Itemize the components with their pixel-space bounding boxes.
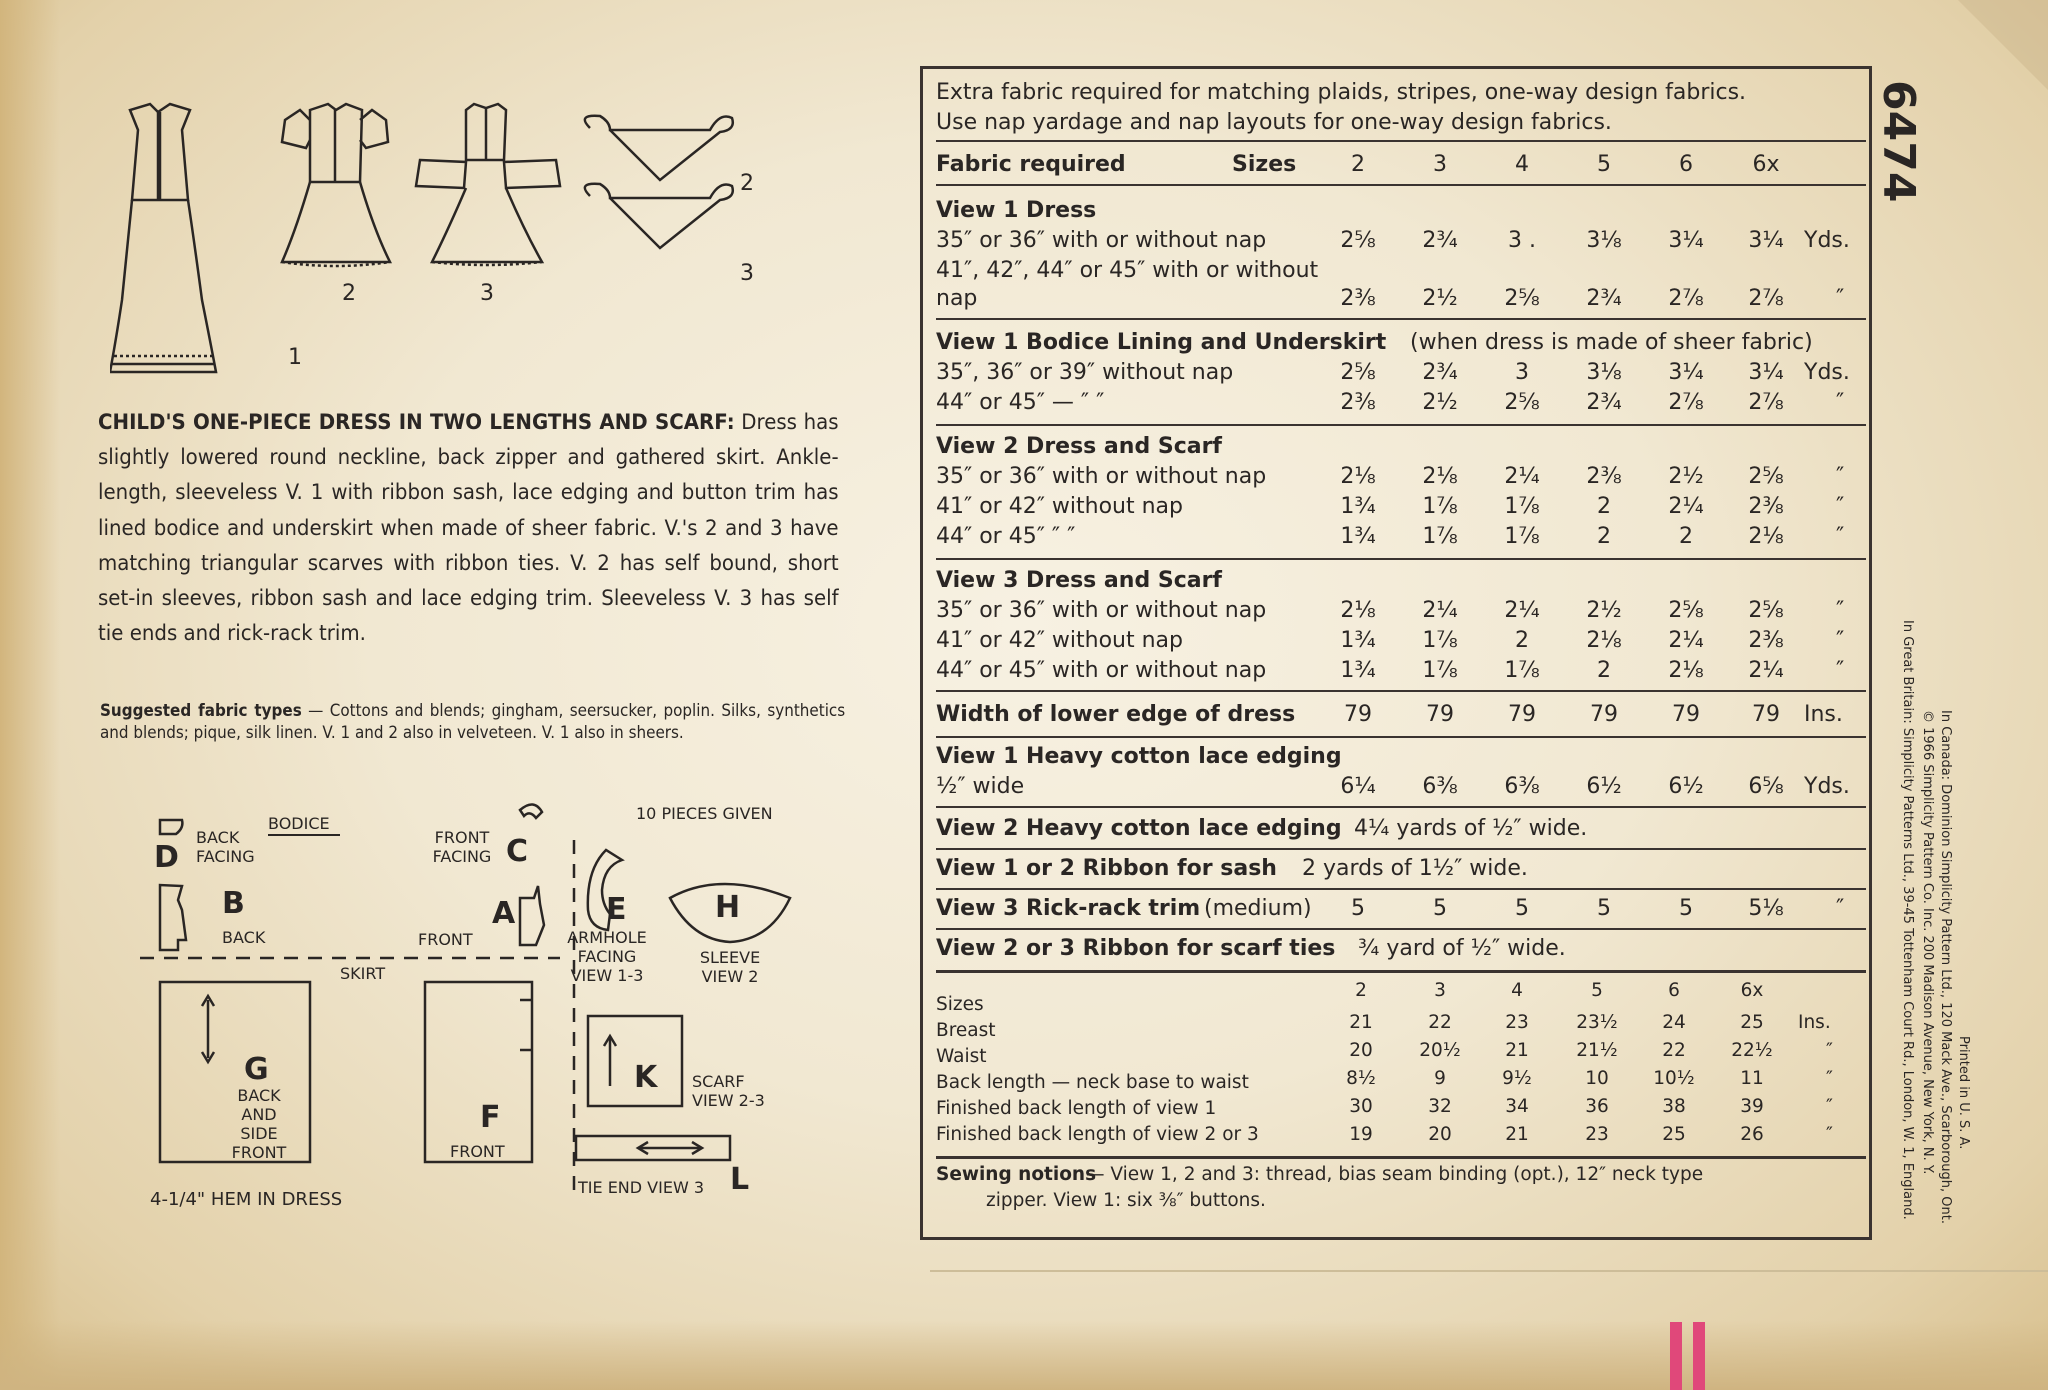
size-col: 5 bbox=[1597, 152, 1611, 177]
cell: 79 bbox=[1752, 702, 1780, 727]
cell: 2⅛ bbox=[1668, 658, 1704, 683]
cell: 2½ bbox=[1422, 390, 1458, 415]
view-label-1: 1 bbox=[288, 345, 302, 370]
piece-h-label: SLEEVE VIEW 2 bbox=[699, 948, 761, 986]
rule bbox=[936, 736, 1866, 738]
row-label: 35″ or 36″ with or without nap bbox=[936, 598, 1267, 623]
cell: 1⅞ bbox=[1422, 658, 1458, 683]
section-title: View 1 Dress bbox=[936, 198, 1097, 223]
section-title: View 2 Heavy cotton lace edging bbox=[936, 816, 1342, 841]
table-row bbox=[936, 524, 1866, 556]
piece-c-label: FRONT FACING bbox=[432, 828, 492, 866]
section-text: 4¼ yards of ½″ wide. bbox=[1354, 816, 1588, 841]
unit: Ins. bbox=[1804, 702, 1843, 727]
ditto: ″ bbox=[1826, 1124, 1833, 1145]
cell: 2⅝ bbox=[1748, 464, 1784, 489]
table-row bbox=[936, 1190, 1866, 1217]
table-row bbox=[936, 856, 1866, 888]
cell: 2⅝ bbox=[1504, 286, 1540, 311]
rule bbox=[936, 184, 1866, 186]
table-row bbox=[936, 434, 1866, 466]
piece-c-shape bbox=[520, 804, 542, 818]
piece-h-letter: H bbox=[715, 890, 741, 925]
view-illustrations bbox=[110, 100, 810, 380]
row-label: 41″, 42″, 44″ or 45″ with or without bbox=[936, 258, 1319, 283]
cell: 3 . bbox=[1508, 228, 1536, 253]
cell: 2 bbox=[1515, 628, 1529, 653]
cell: 9½ bbox=[1502, 1068, 1532, 1089]
cell: 6⅜ bbox=[1504, 774, 1540, 799]
cell: 5 bbox=[1351, 896, 1365, 921]
cell: 21 bbox=[1505, 1040, 1529, 1061]
piece-g-label: BACK AND SIDE FRONT bbox=[231, 1086, 287, 1162]
cell: 20 bbox=[1349, 1040, 1373, 1061]
cell: 32 bbox=[1428, 1096, 1452, 1117]
notions-text: — View 1, 2 and 3: thread, bias seam binding (opt.), 12″ neck type bbox=[1086, 1164, 1704, 1185]
ditto: ″ bbox=[1836, 658, 1845, 683]
table-row bbox=[936, 702, 1866, 734]
piece-d-shape bbox=[160, 820, 182, 834]
table-row bbox=[936, 568, 1866, 600]
row-label: 44″ or 45″ — ″ ″ bbox=[936, 390, 1105, 415]
cell: 3¼ bbox=[1668, 228, 1704, 253]
view-label-3: 3 bbox=[480, 281, 494, 306]
row-label: 44″ or 45″ ″ ″ bbox=[936, 524, 1076, 549]
piece-a-label: FRONT bbox=[418, 930, 473, 949]
cell: 2⅛ bbox=[1586, 628, 1622, 653]
section-title: View 1 or 2 Ribbon for sash bbox=[936, 856, 1277, 881]
copyright-line: In Canada: Dominion Simplicity Pattern Ltd., 120 Mack Ave., Scarborough, Ont. bbox=[1938, 710, 1953, 1224]
cell: 2¾ bbox=[1586, 286, 1622, 311]
hem-note: 4-1/4" HEM IN DRESS bbox=[150, 1189, 343, 1210]
cell: 1⅞ bbox=[1422, 524, 1458, 549]
cell: 79 bbox=[1590, 702, 1618, 727]
table-row bbox=[936, 390, 1866, 422]
cell: 6⅝ bbox=[1748, 774, 1784, 799]
cell: 2¼ bbox=[1422, 598, 1458, 623]
pieces-given: 10 PIECES GIVEN bbox=[636, 804, 773, 823]
copyright-line: In Great Britain: Simplicity Patterns Ltd., 39-45 Tottenham Court Rd., London, W. 1, England. bbox=[1900, 620, 1915, 1220]
unit: Ins. bbox=[1798, 1012, 1831, 1033]
cell: 5 bbox=[1515, 896, 1529, 921]
cell: 2 bbox=[1355, 980, 1367, 1001]
pattern-description bbox=[98, 405, 839, 651]
cell: 19 bbox=[1349, 1124, 1373, 1145]
cell: 1⅞ bbox=[1422, 494, 1458, 519]
piece-f-shape bbox=[425, 982, 532, 1162]
section-note: (medium) bbox=[1204, 896, 1312, 921]
bodice-underline bbox=[268, 834, 340, 836]
notions-title: Sewing notions bbox=[936, 1164, 1097, 1185]
cell: 2¼ bbox=[1504, 464, 1540, 489]
cell: 2⅜ bbox=[1748, 494, 1784, 519]
cell: 2¾ bbox=[1422, 228, 1458, 253]
cell: 2⅛ bbox=[1422, 464, 1458, 489]
cell: 5 bbox=[1679, 896, 1693, 921]
cell: 10 bbox=[1585, 1068, 1609, 1089]
row-label: Finished back length of view 1 bbox=[936, 1098, 1217, 1119]
table-row bbox=[936, 360, 1866, 392]
cell: 22 bbox=[1428, 1012, 1452, 1033]
row-label: 35″, 36″ or 39″ without nap bbox=[936, 360, 1234, 385]
cell: 6½ bbox=[1586, 774, 1622, 799]
ditto: ″ bbox=[1836, 628, 1845, 653]
cell: 30 bbox=[1349, 1096, 1373, 1117]
copyright-line: © 1966 Simplicity Pattern Co. Inc. 200 Madison Avenue, New York, N. Y. bbox=[1920, 710, 1935, 1175]
ditto: ″ bbox=[1836, 286, 1845, 311]
cell: 3¼ bbox=[1748, 228, 1784, 253]
piece-g-letter: G bbox=[244, 1052, 269, 1087]
printed-in: Printed in U. S. A. bbox=[1956, 1036, 1971, 1150]
unit: Yds. bbox=[1804, 360, 1850, 385]
cell: 2 bbox=[1597, 658, 1611, 683]
cell: 2⅜ bbox=[1340, 286, 1376, 311]
row-label: 44″ or 45″ with or without nap bbox=[936, 658, 1267, 683]
ditto: ″ bbox=[1826, 1068, 1833, 1089]
cell: 11 bbox=[1740, 1068, 1764, 1089]
cell: 2⅝ bbox=[1340, 228, 1376, 253]
cell: 79 bbox=[1426, 702, 1454, 727]
cell: 2⅝ bbox=[1504, 390, 1540, 415]
cell: 3⅛ bbox=[1586, 228, 1622, 253]
section-text: 2 yards of 1½″ wide. bbox=[1302, 856, 1528, 881]
section-title: View 2 or 3 Ribbon for scarf ties bbox=[936, 936, 1336, 961]
piece-b-label: BACK bbox=[222, 928, 266, 947]
size-col: 6x bbox=[1752, 152, 1780, 177]
rule bbox=[936, 1156, 1866, 1159]
cell: 36 bbox=[1585, 1096, 1609, 1117]
section-title: View 3 Rick-rack trim bbox=[936, 896, 1201, 921]
rule bbox=[936, 558, 1866, 560]
cell: 20½ bbox=[1419, 1040, 1461, 1061]
size-col: 3 bbox=[1433, 152, 1447, 177]
cell: 22½ bbox=[1731, 1040, 1773, 1061]
skirt-heading: SKIRT bbox=[340, 964, 386, 983]
cell: 21½ bbox=[1576, 1040, 1618, 1061]
ditto: ″ bbox=[1836, 464, 1845, 489]
rule bbox=[936, 848, 1866, 850]
row-label: Width of lower edge of dress bbox=[936, 702, 1296, 727]
cell: 1⅞ bbox=[1504, 524, 1540, 549]
cell: 2¾ bbox=[1422, 360, 1458, 385]
cell: 79 bbox=[1344, 702, 1372, 727]
cell: 5 bbox=[1597, 896, 1611, 921]
cell: 79 bbox=[1672, 702, 1700, 727]
cell: 23 bbox=[1505, 1012, 1529, 1033]
rule bbox=[936, 928, 1866, 930]
header-sizes: Sizes bbox=[1232, 152, 1297, 177]
cell: 2 bbox=[1597, 494, 1611, 519]
rule bbox=[936, 140, 1866, 142]
cell: 2⅛ bbox=[1340, 598, 1376, 623]
row-label: 41″ or 42″ without nap bbox=[936, 494, 1183, 519]
row-label: Waist bbox=[936, 1046, 987, 1067]
cell: 3 bbox=[1434, 980, 1446, 1001]
cell: 1⅞ bbox=[1422, 628, 1458, 653]
rule bbox=[936, 806, 1866, 808]
cell: 1¾ bbox=[1340, 524, 1376, 549]
section-title: View 2 Dress and Scarf bbox=[936, 434, 1222, 459]
unit: Yds. bbox=[1804, 228, 1850, 253]
description-title: CHILD'S ONE-PIECE DRESS IN TWO LENGTHS AND SCARF: bbox=[98, 410, 735, 435]
cell: 9 bbox=[1434, 1068, 1446, 1089]
cell: 38 bbox=[1662, 1096, 1686, 1117]
piece-d-letter: D bbox=[154, 840, 179, 875]
cell: 2¾ bbox=[1586, 390, 1622, 415]
piece-b-letter: B bbox=[222, 886, 245, 921]
piece-k-letter: K bbox=[634, 1060, 658, 1095]
notions-text-2: zipper. View 1: six ⅜″ buttons. bbox=[986, 1190, 1266, 1211]
piece-a-shape bbox=[520, 886, 544, 945]
cell: 3¼ bbox=[1668, 360, 1704, 385]
table-row bbox=[936, 1124, 1866, 1151]
rule bbox=[936, 424, 1866, 426]
view-3-dress-drawing bbox=[416, 104, 560, 265]
fabrics-title: Suggested fabric types bbox=[100, 701, 302, 720]
size-col: 4 bbox=[1515, 152, 1529, 177]
cell: 2 bbox=[1679, 524, 1693, 549]
cell: 2⅞ bbox=[1668, 390, 1704, 415]
cell: 5 bbox=[1591, 980, 1603, 1001]
header-fabric: Fabric required bbox=[936, 152, 1126, 177]
table-row bbox=[936, 980, 1866, 1015]
cell: 2⅞ bbox=[1748, 390, 1784, 415]
pattern-pieces-diagram bbox=[140, 790, 860, 1220]
size-header-row bbox=[936, 152, 1866, 184]
cell: 1¾ bbox=[1340, 628, 1376, 653]
cell: 6⅜ bbox=[1422, 774, 1458, 799]
piece-a-letter: A bbox=[492, 896, 516, 931]
section-title: View 1 Bodice Lining and Underskirt bbox=[936, 330, 1387, 355]
piece-b-shape bbox=[160, 885, 186, 950]
table-row bbox=[936, 658, 1866, 690]
piece-d-label: BACK FACING bbox=[196, 828, 255, 866]
cell: 22 bbox=[1662, 1040, 1686, 1061]
cell: 1⅞ bbox=[1504, 494, 1540, 519]
table-row bbox=[936, 1164, 1866, 1191]
view-2-dress-drawing bbox=[282, 104, 390, 266]
section-note: (when dress is made of sheer fabric) bbox=[1410, 330, 1813, 355]
cell: 79 bbox=[1508, 702, 1536, 727]
cell: 3¼ bbox=[1748, 360, 1784, 385]
table-row bbox=[936, 744, 1866, 776]
section-title: View 3 Dress and Scarf bbox=[936, 568, 1222, 593]
cell: 4 bbox=[1511, 980, 1523, 1001]
ditto: ″ bbox=[1836, 524, 1845, 549]
piece-l-label: TIE END VIEW 3 bbox=[578, 1178, 705, 1197]
cell: 6¼ bbox=[1340, 774, 1376, 799]
row-label: Breast bbox=[936, 1020, 996, 1041]
ditto: ″ bbox=[1826, 1096, 1833, 1117]
cell: 2⅞ bbox=[1668, 286, 1704, 311]
view-1-dress-drawing bbox=[110, 104, 216, 372]
table-row bbox=[936, 464, 1866, 496]
ditto: ″ bbox=[1836, 494, 1845, 519]
piece-e-label: ARMHOLE FACING VIEW 1-3 bbox=[567, 928, 647, 985]
scarf-drawings bbox=[585, 116, 733, 248]
size-col: 6 bbox=[1679, 152, 1693, 177]
cell: 39 bbox=[1740, 1096, 1764, 1117]
row-label: 35″ or 36″ with or without nap bbox=[936, 228, 1267, 253]
piece-k-label: SCARF VIEW 2-3 bbox=[692, 1072, 765, 1110]
table-row bbox=[936, 936, 1866, 968]
table-row bbox=[936, 228, 1866, 260]
table-row bbox=[936, 816, 1866, 848]
scarf-label-2: 2 bbox=[740, 171, 754, 196]
cell: 2¼ bbox=[1668, 494, 1704, 519]
tape-mark bbox=[1693, 1322, 1705, 1390]
bodice-heading: BODICE bbox=[268, 814, 330, 833]
table-row bbox=[936, 286, 1866, 318]
table-row bbox=[936, 896, 1866, 928]
rule bbox=[936, 690, 1866, 692]
cell: 2⅜ bbox=[1586, 464, 1622, 489]
scarf-label-3: 3 bbox=[740, 261, 754, 286]
cell: 8½ bbox=[1346, 1068, 1376, 1089]
cell: 5 bbox=[1433, 896, 1447, 921]
cell: 6½ bbox=[1668, 774, 1704, 799]
row-label: Sizes bbox=[936, 994, 984, 1015]
table-row bbox=[936, 1098, 1866, 1125]
cell: 2⅝ bbox=[1668, 598, 1704, 623]
pattern-number: 6474 bbox=[1873, 80, 1924, 203]
row-label: nap bbox=[936, 286, 978, 311]
cell: 2⅜ bbox=[1748, 628, 1784, 653]
cell: 2⅛ bbox=[1748, 524, 1784, 549]
table-row bbox=[936, 198, 1866, 230]
piece-l-letter: L bbox=[730, 1162, 750, 1197]
row-label: ½″ wide bbox=[936, 774, 1025, 799]
cell: 25 bbox=[1662, 1124, 1686, 1145]
cell: 6 bbox=[1668, 980, 1680, 1001]
table-row bbox=[936, 774, 1866, 806]
cell: 23 bbox=[1585, 1124, 1609, 1145]
note-1: Extra fabric required for matching plaids, stripes, one-way design fabrics. bbox=[936, 80, 1747, 105]
cell: 21 bbox=[1349, 1012, 1373, 1033]
cell: 2½ bbox=[1422, 286, 1458, 311]
tape-mark bbox=[1670, 1322, 1682, 1390]
cell: 2½ bbox=[1586, 598, 1622, 623]
fabrics-body: — Cottons and blends; gingham, seersucker, poplin. Silks, synthetics and blends; pique, silk linen. V. 1 and 2 also in velveteen. V. 1 also in sheers. bbox=[100, 701, 846, 742]
note-2: Use nap yardage and nap layouts for one-way design fabrics. bbox=[936, 110, 1612, 135]
section-text: ¾ yard of ½″ wide. bbox=[1358, 936, 1566, 961]
rule bbox=[936, 970, 1866, 973]
row-label: Finished back length of view 2 or 3 bbox=[936, 1124, 1259, 1145]
size-col: 2 bbox=[1351, 152, 1365, 177]
aged-edge bbox=[0, 0, 60, 1390]
table-row bbox=[936, 330, 1866, 362]
cell: 1¾ bbox=[1340, 494, 1376, 519]
row-label: 41″ or 42″ without nap bbox=[936, 628, 1183, 653]
section-title: View 1 Heavy cotton lace edging bbox=[936, 744, 1342, 769]
cell: 2⅝ bbox=[1748, 598, 1784, 623]
table-row bbox=[936, 1068, 1866, 1099]
cell: 6x bbox=[1740, 980, 1764, 1001]
cell: 2 bbox=[1597, 524, 1611, 549]
cell: 34 bbox=[1505, 1096, 1529, 1117]
cell: 2¼ bbox=[1504, 598, 1540, 623]
cell: 2⅛ bbox=[1340, 464, 1376, 489]
rule bbox=[936, 888, 1866, 890]
cell: 2⅝ bbox=[1340, 360, 1376, 385]
ditto: ″ bbox=[1836, 598, 1845, 623]
rule bbox=[936, 318, 1866, 320]
cell: 3⅛ bbox=[1586, 360, 1622, 385]
cell: 25 bbox=[1740, 1012, 1764, 1033]
cell: 2½ bbox=[1668, 464, 1704, 489]
ditto: ″ bbox=[1836, 896, 1845, 921]
piece-e-letter: E bbox=[606, 892, 627, 927]
unit: Yds. bbox=[1804, 774, 1850, 799]
table-row bbox=[936, 494, 1866, 526]
cell: 1¾ bbox=[1340, 658, 1376, 683]
cell: 21 bbox=[1505, 1124, 1529, 1145]
envelope-flap-line bbox=[930, 1270, 2048, 1272]
cell: 20 bbox=[1428, 1124, 1452, 1145]
cell: 10½ bbox=[1653, 1068, 1695, 1089]
ditto: ″ bbox=[1836, 390, 1845, 415]
cell: 2¼ bbox=[1668, 628, 1704, 653]
cell: 5⅛ bbox=[1748, 896, 1784, 921]
envelope-corner bbox=[1958, 0, 2048, 90]
aged-edge-bottom bbox=[0, 1320, 2048, 1390]
cell: 26 bbox=[1740, 1124, 1764, 1145]
description-body: Dress has slightly lowered round neckline, back zipper and gathered skirt. Ankle-length, sleeveless V. 1 with ribbon sash, lace edging and button trim has lined bodice and underskirt when made of sheer fabric. V.'s 2 and 3 have matching triangular scarves with ribbon ties. V. 2 has self bound, short set-in sleeves, ribbon sash and lace edging trim. Sleeveless V. 3 has self tie ends and rick-rack trim. bbox=[98, 410, 839, 647]
cell: 3 bbox=[1515, 360, 1529, 385]
cell: 2⅜ bbox=[1340, 390, 1376, 415]
view-label-2: 2 bbox=[342, 281, 356, 306]
suggested-fabrics bbox=[100, 700, 845, 744]
ditto: ″ bbox=[1826, 1040, 1833, 1061]
cell: 2⅞ bbox=[1748, 286, 1784, 311]
row-label: Back length — neck base to waist bbox=[936, 1072, 1249, 1093]
piece-c-letter: C bbox=[506, 834, 529, 869]
cell: 24 bbox=[1662, 1012, 1686, 1033]
cell: 23½ bbox=[1576, 1012, 1618, 1033]
piece-f-letter: F bbox=[480, 1100, 501, 1135]
table-row bbox=[936, 598, 1866, 630]
table-row bbox=[936, 628, 1866, 660]
cell: 2¼ bbox=[1748, 658, 1784, 683]
piece-f-label: FRONT bbox=[450, 1142, 505, 1161]
row-label: 35″ or 36″ with or without nap bbox=[936, 464, 1267, 489]
cell: 1⅞ bbox=[1504, 658, 1540, 683]
